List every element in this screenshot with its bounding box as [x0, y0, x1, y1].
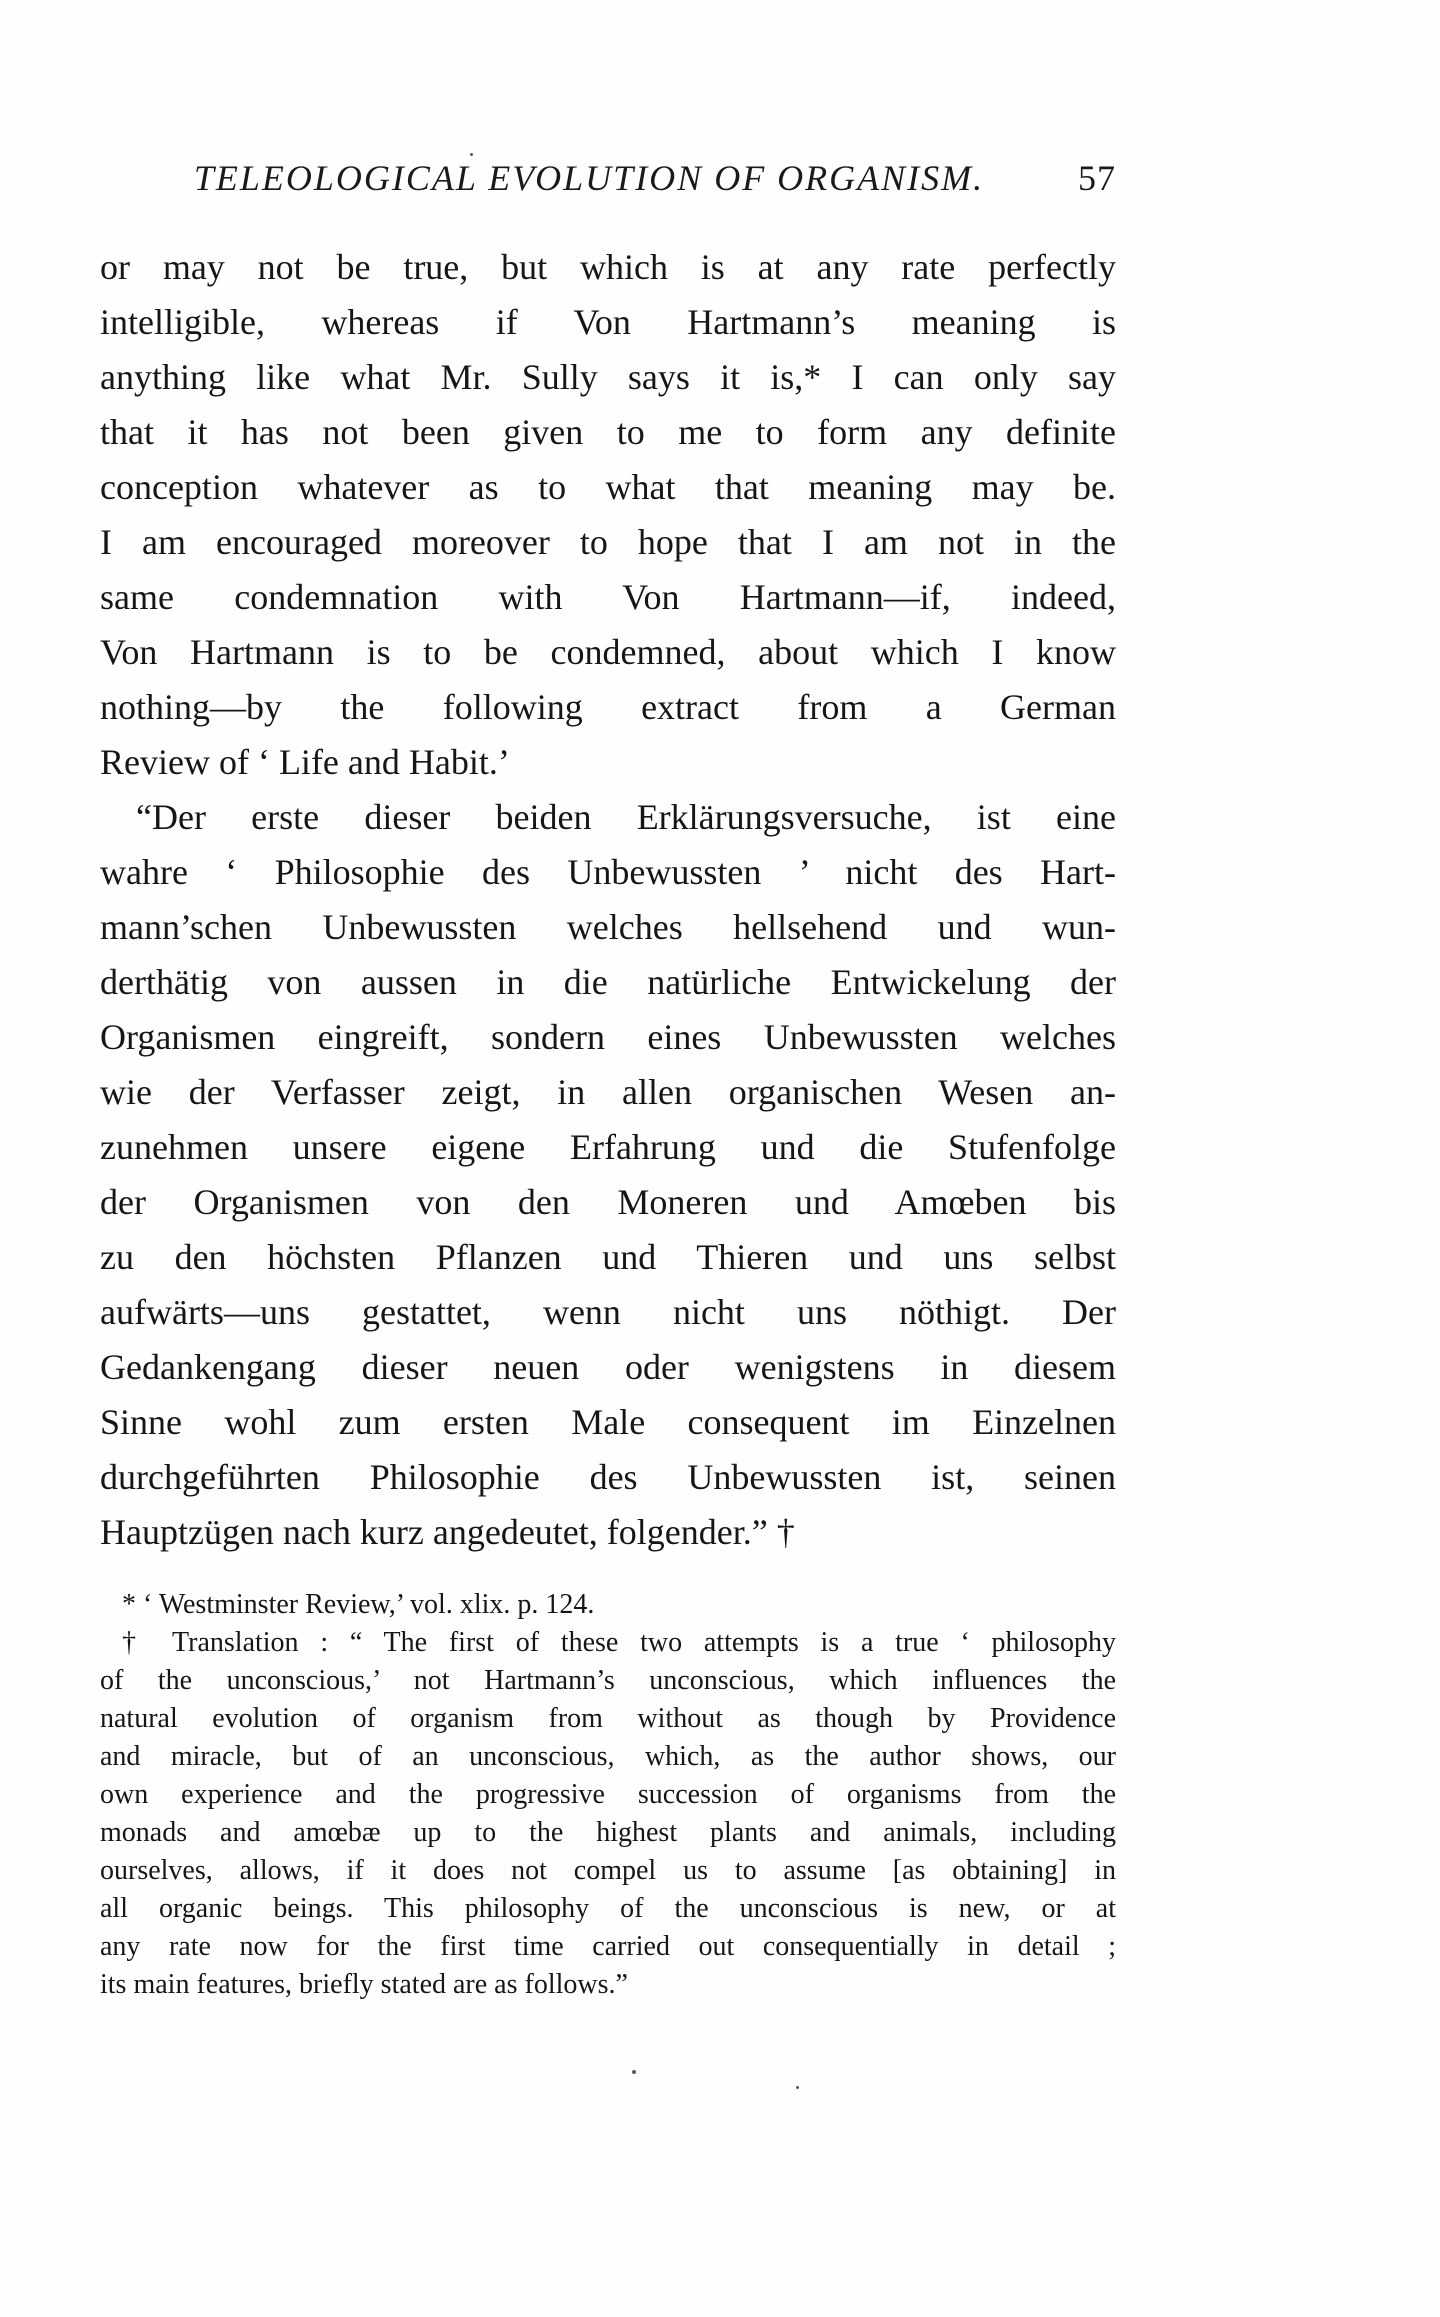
text-line: Sinne wohl zum ersten Male consequent im Einzelnen [100, 1402, 1116, 1442]
text-line: Von Hartmann is to be condemned, about which I know [100, 632, 1116, 672]
text-line: nothing—by the following extract from a German [100, 687, 1116, 727]
text-line: of the unconscious,’ not Hartmann’s unconscious, which influences the [100, 1665, 1116, 1696]
text-line: intelligible, whereas if Von Hartmann’s meaning is [100, 302, 1116, 342]
text-line: wahre ‘ Philosophie des Unbewussten ’ nicht des Hart- [100, 852, 1116, 892]
text-line: anything like what Mr. Sully says it is,* I can only say [100, 357, 1116, 397]
text-line: I am encouraged moreover to hope that I am not in the [100, 522, 1116, 562]
text-line: zu den höchsten Pflanzen und Thieren und uns selbst [100, 1237, 1116, 1277]
text-line: Hauptzügen nach kurz angedeutet, folgender.” † [100, 1512, 795, 1552]
body-paragraph-english [100, 240, 1116, 790]
text-line: * ‘ Westminster Review,’ vol. xlix. p. 124. [122, 1589, 595, 1620]
running-header [100, 156, 1116, 200]
text-line: Gedankengang dieser neuen oder wenigstens in diesem [100, 1347, 1116, 1387]
text-line: zunehmen unsere eigene Erfahrung und die Stufenfolge [100, 1127, 1116, 1167]
text-line: or may not be true, but which is at any rate perfectly [100, 247, 1116, 287]
body-text [100, 240, 1116, 1560]
text-line: ourselves, allows, if it does not compel us to assume [as obtaining] in [100, 1855, 1116, 1886]
text-line: derthätig von aussen in die natürliche Entwickelung der [100, 962, 1116, 1002]
text-line: der Organismen von den Moneren und Amœben bis [100, 1182, 1116, 1222]
text-line: † Translation : “ The first of these two attempts is a true ‘ philosophy [122, 1627, 1116, 1658]
text-line: all organic beings. This philosophy of the unconscious is new, or at [100, 1893, 1116, 1924]
text-line: conception whatever as to what that meaning may be. [100, 467, 1116, 507]
text-line: natural evolution of organism from without as though by Providence [100, 1703, 1116, 1734]
text-line: monads and amœbæ up to the highest plants and animals, including [100, 1817, 1116, 1848]
text-line: wie der Verfasser zeigt, in allen organischen Wesen an- [100, 1072, 1116, 1112]
text-line: durchgeführten Philosophie des Unbewussten ist, seinen [100, 1457, 1116, 1497]
running-header-title: TELEOLOGICAL EVOLUTION OF ORGANISM. [193, 158, 985, 198]
text-line: that it has not been given to me to form any definite [100, 412, 1116, 452]
page-number: 57 [1078, 158, 1116, 198]
text-line: and miracle, but of an unconscious, which, as the author shows, our [100, 1741, 1116, 1772]
text-line: Organismen eingreift, sondern eines Unbewussten welches [100, 1017, 1116, 1057]
body-paragraph-german-quote [100, 790, 1116, 1560]
footnotes [100, 1586, 1116, 2004]
text-line: its main features, briefly stated are as follows.” [100, 1969, 628, 2000]
text-line: same condemnation with Von Hartmann—if, indeed, [100, 577, 1116, 617]
text-line: “Der erste dieser beiden Erklärungsversuche, ist eine [136, 797, 1116, 837]
scan-speck [470, 153, 473, 156]
text-line: Review of ‘ Life and Habit.’ [100, 742, 510, 782]
text-column [100, 0, 1116, 2004]
footnote-westminster-reference [100, 1586, 1116, 1624]
text-line: mann’schen Unbewussten welches hellsehend und wun- [100, 907, 1116, 947]
footnote-translation [100, 1624, 1116, 2004]
text-line: any rate now for the first time carried out consequentially in detail ; [100, 1931, 1116, 1962]
text-line: own experience and the progressive succession of organisms from the [100, 1779, 1116, 1810]
text-line: aufwärts—uns gestattet, wenn nicht uns nöthigt. Der [100, 1292, 1116, 1332]
scan-speck [796, 2086, 799, 2089]
scan-speck [632, 2070, 636, 2074]
